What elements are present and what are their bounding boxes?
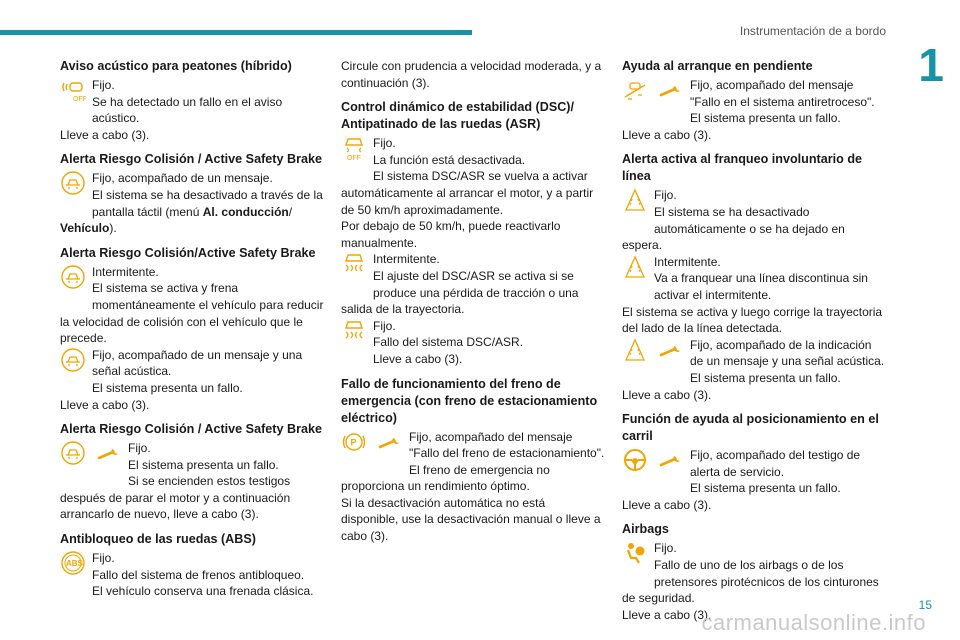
collision-risk-icon bbox=[60, 264, 86, 290]
warning-entry bbox=[622, 337, 886, 403]
entry-text-line: Fijo. bbox=[92, 551, 115, 566]
entry-text-line: El ajuste del DSC/ASR se activa si se produce una pérdida de tracción o una salida de la trayectoria. bbox=[341, 268, 579, 317]
entry-text-line: Circule con prudencia a velocidad moderada, y a continuación (3). bbox=[341, 59, 602, 90]
column-2 bbox=[341, 58, 605, 545]
entry-text-line: El sistema presenta un fallo. bbox=[690, 111, 841, 126]
entry-text-line: El sistema presenta un fallo. bbox=[92, 380, 243, 395]
entry-text-line: Fijo. bbox=[92, 78, 115, 92]
warning-light-icons bbox=[341, 251, 367, 285]
entry-text-line: Lleve a cabo (3). bbox=[622, 497, 712, 512]
entry-text-line: Fijo. bbox=[373, 136, 396, 151]
warning-light-icons bbox=[341, 135, 367, 169]
menu-path-end: ). bbox=[109, 221, 117, 236]
menu-path-separator: / bbox=[288, 204, 293, 219]
entry-text-line: Fallo de uno de los airbags o de los pretensores pirotécnicos de los cinturones de seguridad. bbox=[622, 558, 879, 606]
entry-text-line: Fijo, acompañado del mensaje "Fallo del freno de estacionamiento". bbox=[409, 429, 605, 461]
warning-entry bbox=[622, 254, 886, 337]
section-heading: Alerta Riesgo Colisión / Active Safety Brake bbox=[60, 422, 322, 437]
entry-text-line: Fijo. bbox=[654, 541, 677, 556]
warning-entry bbox=[60, 440, 324, 523]
section-heading: Control dinámico de estabilidad (DSC)/ Antipatinado de las ruedas (ASR) bbox=[341, 100, 575, 132]
entry-text-line: Si se encienden estos testigos después de parar el motor y a continuación arrancarlo de nuevo, lleve a cabo (3). bbox=[60, 474, 291, 522]
entry-text-line: El sistema presenta un fallo. bbox=[690, 370, 841, 385]
section-heading: Alerta Riesgo Colisión / Active Safety Brake bbox=[60, 152, 322, 167]
warning-entry bbox=[60, 550, 324, 600]
entry-text-line: Lleve a cabo (3). bbox=[622, 607, 712, 622]
dsc-off-icon bbox=[341, 135, 367, 161]
warning-light-icons bbox=[60, 440, 122, 474]
service-wrench-icon bbox=[377, 429, 403, 455]
warning-light-icons bbox=[60, 170, 86, 204]
warning-light-icons bbox=[622, 540, 648, 574]
entry-text-line: Fijo. bbox=[128, 441, 151, 456]
entry-text-line: Fijo, acompañado del testigo de alerta de servicio. bbox=[690, 448, 861, 479]
abs-icon bbox=[60, 550, 86, 576]
collision-risk-icon bbox=[60, 170, 86, 196]
page-number: 15 bbox=[918, 598, 932, 612]
entry-text-line: Fijo, acompañado del mensaje "Fallo en el sistema antiretroceso". bbox=[690, 78, 875, 109]
warning-entry bbox=[341, 318, 605, 368]
svg-text:OFF: OFF bbox=[73, 96, 86, 103]
section-heading: Ayuda al arranque en pendiente bbox=[622, 59, 813, 73]
pedestrian-warning-off-icon bbox=[60, 77, 86, 103]
entry-text-line: Lleve a cabo (3). bbox=[373, 351, 463, 366]
lane-departure-icon bbox=[622, 337, 648, 363]
dsc-icon bbox=[341, 251, 367, 277]
entry-text-line: Fijo. bbox=[654, 188, 677, 203]
entry-text-line: Lleve a cabo (3). bbox=[60, 127, 150, 142]
entry-text-line: Lleve a cabo (3). bbox=[622, 127, 712, 142]
entry-text-line: El sistema se ha desactivado automáticamente o se ha dejado en espera. bbox=[622, 204, 845, 253]
entry-text-line: Fijo, acompañado de un mensaje. bbox=[92, 171, 273, 186]
section-heading: Alerta activa al franqueo involuntario de línea bbox=[622, 152, 863, 184]
entry-text-line: Se ha detectado un fallo en el aviso acústico. bbox=[92, 94, 283, 126]
menu-path-primary: Al. conducción bbox=[202, 204, 289, 219]
warning-entry bbox=[622, 77, 886, 143]
warning-entry bbox=[341, 135, 605, 251]
header-accent-bar bbox=[0, 30, 472, 35]
entry-text-line: El sistema se activa y luego corrige la trayectoria del lado de la línea detectada. bbox=[622, 304, 883, 336]
warning-light-icons bbox=[341, 318, 367, 352]
entry-text-line: El sistema DSC/ASR se vuelva a activar automáticamente al arrancar el motor, y a partir de 50 km/h aproximadamente. bbox=[341, 169, 594, 217]
collision-risk-icon bbox=[60, 347, 86, 373]
service-wrench-icon bbox=[658, 447, 684, 473]
section-heading: Alerta Riesgo Colisión/Active Safety Brake bbox=[60, 245, 316, 260]
entry-text-line: El sistema presenta un fallo. bbox=[690, 481, 841, 496]
entry-text-line: Fallo del sistema de frenos antibloqueo. bbox=[92, 567, 305, 582]
dsc-icon bbox=[341, 318, 367, 344]
column-1 bbox=[60, 58, 324, 600]
warning-entry bbox=[60, 77, 324, 143]
entry-text-line: Lleve a cabo (3). bbox=[622, 387, 712, 402]
warning-light-icons bbox=[60, 264, 86, 298]
section-heading: Fallo de funcionamiento del freno de emergencia (con freno de estacionamiento eléctrico) bbox=[341, 376, 598, 425]
section-heading: Antibloqueo de las ruedas (ABS) bbox=[60, 532, 256, 547]
entry-text-line: Lleve a cabo (3). bbox=[60, 397, 150, 412]
entry-text-line: La función está desactivada. bbox=[373, 152, 526, 167]
steering-wheel-icon bbox=[622, 447, 648, 473]
entry-text-line: Intermitente. bbox=[654, 254, 721, 269]
warning-entry bbox=[341, 58, 605, 91]
entry-text-line: Si la desactivación automática no está disponible, use la desactivación manual o lleve a cabo (3). bbox=[341, 495, 601, 544]
parking-brake-icon bbox=[341, 429, 367, 455]
entry-text-line: Fijo, acompañado de la indicación de un mensaje y una señal acústica. bbox=[690, 337, 885, 369]
entry-text-line: El sistema se ha desactivado a través de la pantalla táctil (menú bbox=[92, 187, 323, 219]
entry-text-line: Intermitente. bbox=[92, 264, 159, 279]
service-wrench-icon bbox=[96, 440, 122, 466]
svg-text:P: P bbox=[350, 437, 357, 447]
entry-text-line: Fijo, acompañado de un mensaje y una señal acústica. bbox=[92, 347, 303, 379]
warning-light-icons bbox=[60, 550, 86, 584]
menu-path-secondary: Vehículo bbox=[60, 221, 110, 236]
hill-start-icon bbox=[622, 77, 648, 103]
airbag-icon bbox=[622, 540, 648, 566]
svg-text:OFF: OFF bbox=[347, 155, 361, 162]
service-wrench-icon bbox=[658, 77, 684, 103]
warning-entry bbox=[622, 187, 886, 253]
warning-entry bbox=[341, 429, 605, 545]
warning-entry bbox=[341, 251, 605, 317]
entry-text-line: Va a franquear una línea discontinua sin activar el intermitente. bbox=[654, 271, 868, 302]
warning-entry bbox=[60, 170, 324, 236]
entry-text-line: Por debajo de 50 km/h, puede reactivarlo manualmente. bbox=[341, 219, 561, 250]
entry-text-line: Fijo. bbox=[373, 318, 396, 333]
collision-risk-icon bbox=[60, 440, 86, 466]
section-heading: Función de ayuda al posicionamiento en el carril bbox=[622, 412, 879, 444]
warning-light-icons bbox=[622, 337, 684, 371]
warning-entry bbox=[60, 264, 324, 347]
entry-text-line: El sistema se activa y frena momentáneamente el vehículo para reducir la velocidad de colisión con el vehículo que le precede. bbox=[60, 281, 324, 346]
running-title: Instrumentación de a bordo bbox=[739, 24, 886, 38]
lane-departure-icon bbox=[622, 187, 648, 213]
warning-light-icons bbox=[60, 77, 86, 111]
warning-light-icons bbox=[622, 447, 684, 481]
entry-text-line: El sistema presenta un fallo. bbox=[128, 457, 279, 472]
entry-text-line: El freno de emergencia no proporciona un rendimiento óptimo. bbox=[341, 462, 550, 494]
lane-departure-icon bbox=[622, 254, 648, 280]
entry-text-line: El vehículo conserva una frenada clásica. bbox=[92, 584, 314, 599]
section-heading: Airbags bbox=[622, 522, 669, 537]
svg-text:ABS: ABS bbox=[66, 559, 83, 569]
warning-light-icons bbox=[622, 254, 648, 288]
chapter-number: 1 bbox=[918, 39, 944, 91]
warning-entry bbox=[622, 447, 886, 513]
warning-entry bbox=[60, 347, 324, 413]
column-3 bbox=[622, 58, 886, 623]
entry-text-line: Intermitente. bbox=[373, 252, 440, 267]
entry-text-line: Fallo del sistema DSC/ASR. bbox=[373, 335, 524, 350]
section-heading: Aviso acústico para peatones (híbrido) bbox=[60, 59, 292, 73]
watermark: carmanualsonline.info bbox=[701, 610, 926, 635]
warning-light-icons bbox=[622, 187, 648, 221]
service-wrench-icon bbox=[658, 337, 684, 363]
warning-light-icons bbox=[622, 77, 684, 111]
warning-light-icons bbox=[60, 347, 86, 381]
warning-light-icons bbox=[341, 429, 403, 463]
